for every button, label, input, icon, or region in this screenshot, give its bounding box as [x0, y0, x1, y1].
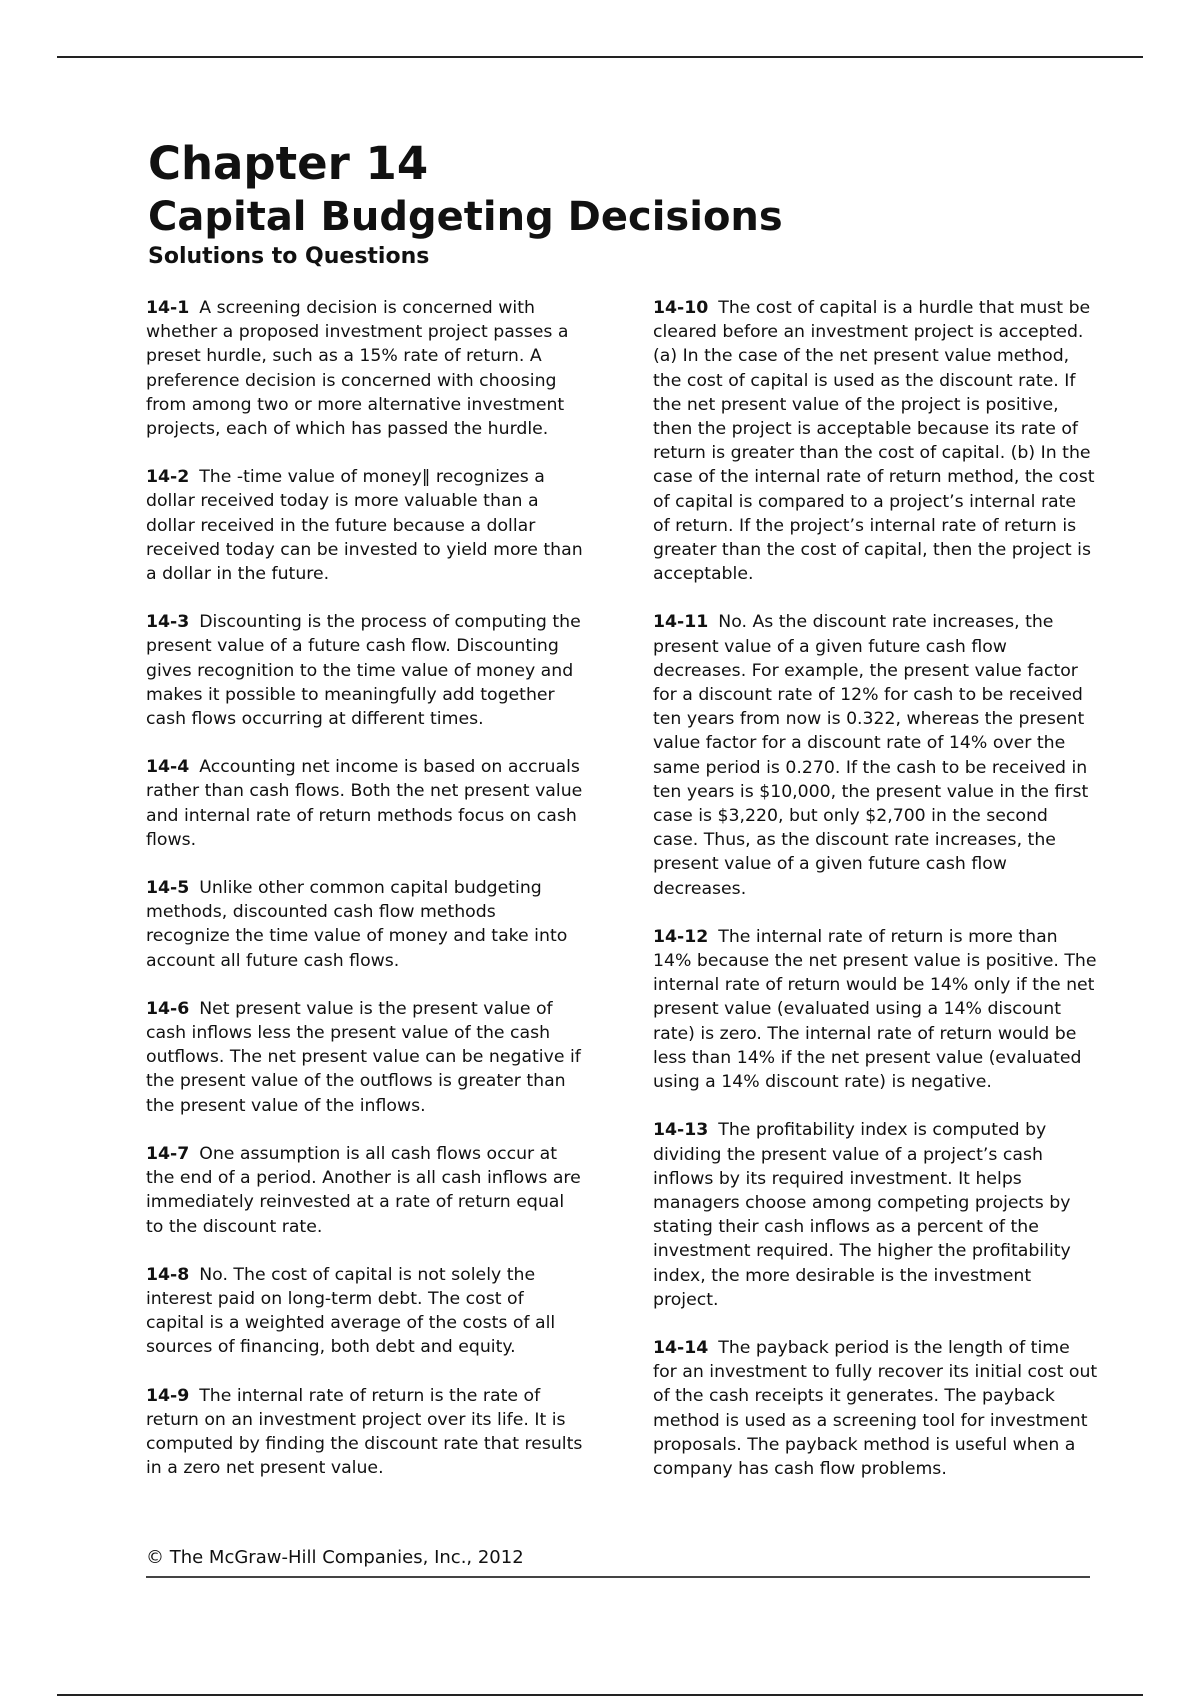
answer-number: 14-1 — [146, 298, 190, 318]
answer-14-6 — [146, 997, 584, 1118]
answer-number: 14-2 — [146, 467, 190, 488]
copyright-footer: © The McGraw-Hill Companies, Inc., 2012 — [146, 1547, 524, 1568]
section-title: Solutions to Questions — [148, 244, 430, 269]
answer-text: Accounting net income is based on accruals rather than cash flows. Both the net present value and internal rate of return methods focus on cash flows. — [146, 757, 583, 850]
answer-text: The -time value of money‖ recognizes a dollar received today is more valuable than a dollar received in the future because a dollar received today can be invested to yield more than a dollar in the future. — [146, 467, 583, 585]
answer-number: 14-11 — [653, 612, 709, 633]
answer-14-5 — [146, 876, 584, 973]
right-column — [653, 296, 1098, 1505]
answer-14-10 — [653, 296, 1098, 586]
answer-14-14 — [653, 1336, 1098, 1481]
answer-number: 14-8 — [146, 1264, 190, 1285]
answer-text: The internal rate of return is more than 14% because the net present value is positive. The internal rate of return would be 14% only if the net present value (evaluated using a 14% discount rate) is zero. The internal rate of return would be less than 14% if the net present value (evaluated using a 14% discount rate) is negative. — [653, 926, 1097, 1093]
answer-number: 14-4 — [146, 757, 190, 778]
answer-text: Discounting is the process of computing the present value of a future cash flow. Discounting gives recognition to the time value of money and makes it possible to meaningfully add together cash flows occurring at different times. — [146, 612, 581, 730]
answer-text: The payback period is the length of time for an investment to fully recover its initial cost out of the cash receipts it generates. The payback method is used as a screening tool for investment proposals. The payback method is useful when a company has cash flow problems. — [653, 1337, 1098, 1479]
answer-number: 14-3 — [146, 612, 190, 633]
answer-14-9 — [146, 1384, 584, 1481]
answer-14-4 — [146, 755, 584, 852]
top-divider — [57, 56, 1143, 58]
answer-number: 14-10 — [653, 298, 709, 318]
answer-14-12 — [653, 925, 1098, 1094]
answer-14-1 — [146, 296, 584, 441]
answer-number: 14-14 — [653, 1337, 709, 1358]
answer-number: 14-6 — [146, 998, 190, 1019]
answer-number: 14-13 — [653, 1120, 709, 1141]
answer-number: 14-9 — [146, 1385, 190, 1406]
answer-text: Unlike other common capital budgeting methods, discounted cash flow methods recognize the time value of money and take into account all future cash flows. — [146, 878, 568, 971]
answer-14-7 — [146, 1142, 584, 1239]
footer-divider — [146, 1576, 1090, 1578]
answer-text: The internal rate of return is the rate of return on an investment project over its life. It is computed by finding the discount rate that results in a zero net present value. — [146, 1385, 583, 1479]
chapter-label: Chapter 14 — [148, 137, 429, 190]
answer-14-8 — [146, 1263, 584, 1360]
bottom-divider — [57, 1694, 1143, 1696]
answer-text: The profitability index is computed by dividing the present value of a project’s cash inflows by its required investment. It helps managers choose among competing projects by stating their cash inflows as a percent of the investment required. The higher the profitability index, the more desirable is the investment project. — [653, 1120, 1071, 1310]
answer-14-2 — [146, 465, 584, 586]
answer-14-3 — [146, 610, 584, 731]
answer-text: One assumption is all cash flows occur at the end of a period. Another is all cash inflows are immediately reinvested at a rate of return equal to the discount rate. — [146, 1143, 581, 1237]
answer-14-11 — [653, 610, 1098, 900]
left-column — [146, 296, 584, 1504]
answer-text: The cost of capital is a hurdle that must be cleared before an investment project is accepted. (a) In the case of the net present value method, the cost of capital is used as the discount rate. If the net present value of the project is positive, then the project is acceptable because its rate of return is greater than the cost of capital. (b) In the case of the internal rate of return method, the cost of capital is compared to a project’s internal rate of return. If the project’s internal rate of return is greater than the cost of capital, then the project is acceptable. — [653, 298, 1095, 585]
answer-14-13 — [653, 1118, 1098, 1312]
answer-number: 14-7 — [146, 1143, 190, 1164]
answer-text: No. The cost of capital is not solely the interest paid on long-term debt. The cost of capital is a weighted average of the costs of all sources of financing, both debt and equity. — [146, 1264, 556, 1358]
page-header — [148, 136, 1098, 272]
chapter-title: Capital Budgeting Decisions — [148, 194, 783, 240]
answer-text: Net present value is the present value of cash inflows less the present value of the cash outflows. The net present value can be negative if the present value of the outflows is greater than the present value of the inflows. — [146, 998, 581, 1116]
answer-text: A screening decision is concerned with whether a proposed investment project passes a preset hurdle, such as a 15% rate of return. A preference decision is concerned with choosing from among two or more alternative investment projects, each of which has passed the hurdle. — [146, 298, 569, 440]
answer-number: 14-12 — [653, 926, 709, 947]
answer-text: No. As the discount rate increases, the present value of a given future cash flow decreases. For example, the present value factor for a discount rate of 12% for cash to be received ten years from now is 0.322, whereas the present value factor for a discount rate of 14% over the same period is 0.270. If the cash to be received in ten years is $10,000, the present value in the first case is $3,220, but only $2,700 in the second case. Thus, as the discount rate increases, the present value of a given future cash flow decreases. — [653, 612, 1089, 899]
answer-number: 14-5 — [146, 878, 190, 899]
